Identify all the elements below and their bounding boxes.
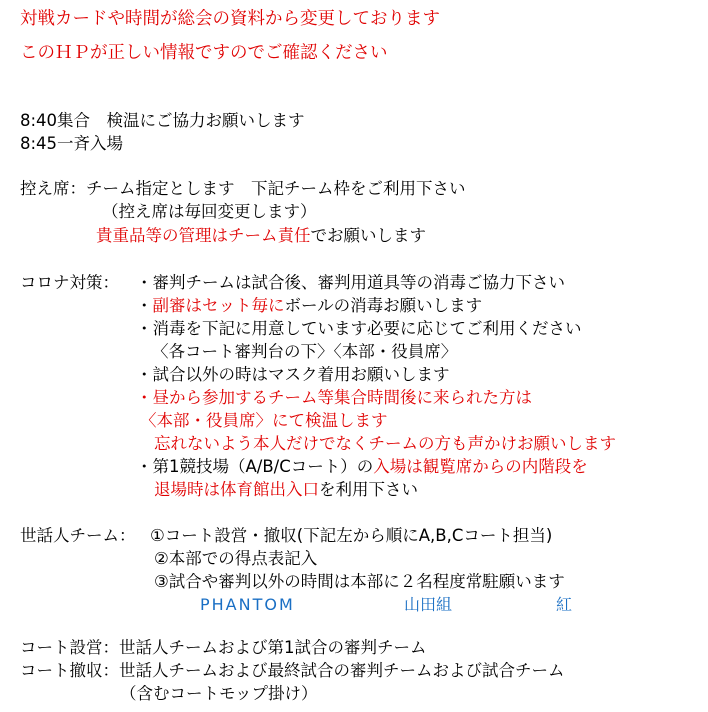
court-teardown-note: （含むコートモップ掛け） [120, 684, 318, 703]
corona-label: コロナ対策： [20, 273, 119, 292]
corona-item-6-exit-red: 退場時は体育館出入口 [154, 480, 319, 499]
corona-item-2-bullet: ・ [136, 296, 153, 315]
schedule-entry: 8:45一斉入場 [20, 134, 124, 153]
corona-item-6-line-1 [136, 456, 588, 478]
valuables-red-text: 貴重品等の管理はチーム責任 [96, 226, 311, 245]
notice-line-1: 対戦カードや時間が総会の資料から変更しております [20, 9, 440, 29]
team-kurenai: 紅 [556, 595, 573, 614]
corona-item-6-black: ・第1競技場（A/B/Cコート）の [136, 457, 374, 476]
corona-item-1: ・審判チームは試合後、審判用道具等の消毒ご協力下さい [136, 273, 565, 292]
corona-item-2-black: ボールの消毒お願いします [284, 296, 483, 315]
notice-line-2: このＨＰが正しい情報ですのでご確認ください [20, 43, 388, 63]
bench-label: 控え席：チーム指定とします 下記チーム枠をご利用下さい [20, 179, 466, 198]
caretaker-duty-1: ①コート設営・撤収(下記左から順にA,B,Cコート担当) [150, 526, 553, 545]
corona-item-5-line-2: 〈本部・役員席〉にて検温します [140, 411, 388, 430]
caretaker-duty-3: ③試合や審判以外の時間は本部に２名程度常駐願います [154, 572, 565, 591]
corona-item-6-exit-black: を利用下さい [319, 480, 418, 499]
corona-item-6-line-2 [154, 479, 418, 501]
team-phantom: PHANTOM [200, 595, 295, 614]
caretaker-duty-2: ②本部での得点表記入 [154, 549, 318, 568]
corona-item-6-red: 入場は観覧席からの内階段を [373, 457, 588, 476]
corona-item-5-line-1: ・昼から参加するチーム等集合時間後に来られた方は [136, 388, 532, 407]
valuables-black-text: でお願いします [310, 226, 426, 245]
bench-note: （控え席は毎回変更します） [102, 202, 317, 221]
corona-item-5-line-3: 忘れないよう本人だけでなくチームの方も声かけお願いします [154, 434, 616, 453]
court-setup: コート設営：世話人チームおよび第1試合の審判チーム [20, 638, 427, 657]
court-teardown: コート撤収：世話人チームおよび最終試合の審判チームおよび試合チーム [20, 661, 565, 680]
corona-item-4: ・試合以外の時はマスク着用お願いします [136, 365, 450, 384]
corona-item-2-red: 副審はセット毎に [152, 296, 285, 315]
team-yamadagumi: 山田組 [404, 595, 453, 614]
bench-valuables [96, 225, 426, 247]
corona-item-3: ・消毒を下記に用意しています必要に応じてご利用ください [136, 319, 582, 338]
corona-item-2 [136, 295, 482, 317]
caretaker-label: 世話人チーム： [20, 526, 136, 545]
schedule-assembly: 8:40集合 検温にご協力お願いします [20, 111, 305, 130]
corona-item-3-sub: 〈各コート審判台の下〉〈本部・役員席〉 [152, 342, 458, 361]
